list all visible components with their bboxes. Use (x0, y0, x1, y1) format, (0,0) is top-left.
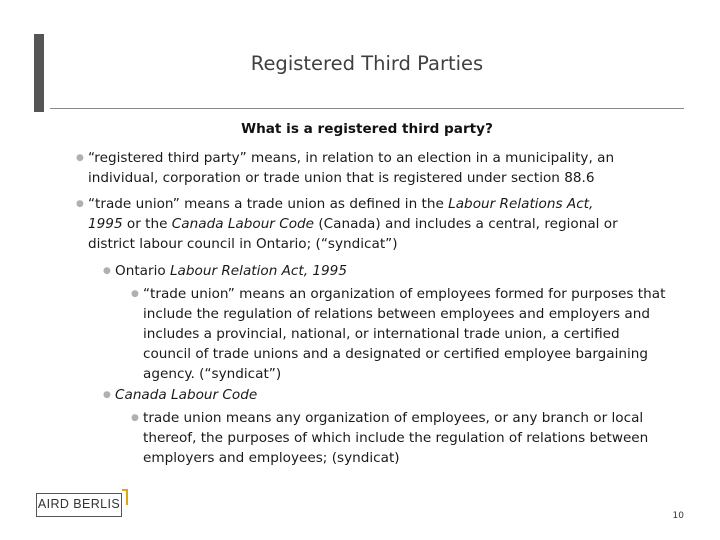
logo-accent (126, 489, 128, 505)
bullet-text-part: (Canada) and includes a central, regional or district labour council in Ontario; (“syndicat”) (88, 216, 618, 252)
bullet-dot-icon: ● (131, 413, 139, 423)
bullet-trade-union-definition (76, 194, 658, 254)
act-year-italic: 1995 (88, 216, 123, 232)
title-divider (50, 108, 684, 109)
page-title: Registered Third Parties (250, 52, 484, 75)
bullet-text-part: Ontario (115, 263, 170, 279)
act-title-italic: Labour Relations Act, (448, 196, 594, 212)
bullet-dot-icon: ● (131, 289, 139, 299)
page-number: 10 (672, 511, 684, 521)
act-title-italic: Labour Relation Act, 1995 (169, 263, 347, 279)
bullet-registered-third-party (76, 148, 688, 188)
sub-sub-bullet-canada-definition (131, 408, 683, 468)
sub-bullet-ontario-act (103, 261, 675, 281)
bullet-text: “registered third party” means, in relation to an election in a municipality, an individual, corporation or trade union that is registered under section 88.6 (88, 150, 615, 186)
bullet-text-part: “trade union” means a trade union as defined in the (88, 196, 449, 212)
sub-sub-bullet-ontario-definition (131, 284, 668, 384)
bullet-dot-icon: ● (76, 153, 84, 163)
bullet-text: “trade union” means an organization of employees formed for purposes that include the regulation of relations between employees and employers and includes a provincial, national, or international trade union, a certified council of trade unions and a designated or certified employee bargaining agency. (“syndicat”) (143, 286, 666, 382)
bullet-dot-icon: ● (103, 266, 111, 276)
aird-berlis-logo (36, 489, 128, 517)
logo-text: AIRD BERLIS (37, 497, 121, 511)
sub-bullet-canada-code (103, 385, 675, 405)
code-title-italic: Canada Labour Code (115, 387, 258, 403)
subheading: What is a registered third party? (241, 121, 493, 137)
code-title-italic: Canada Labour Code (171, 216, 315, 232)
bullet-text-part: or the (122, 216, 172, 232)
bullet-dot-icon: ● (103, 390, 111, 400)
bullet-dot-icon: ● (76, 199, 84, 209)
bullet-text: trade union means any organization of employees, or any branch or local thereof, the purposes of which include the regulation of relations between employers and employees; (syndicat) (143, 410, 649, 466)
